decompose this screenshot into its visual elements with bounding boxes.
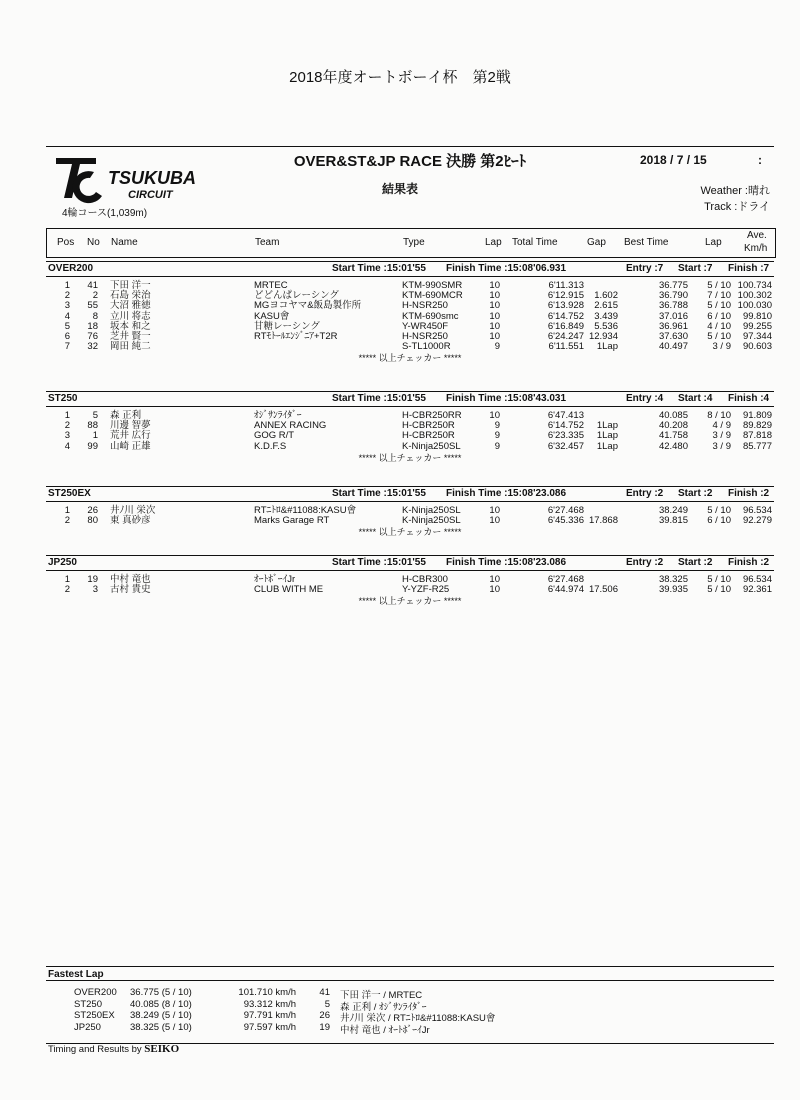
class-name: OVER200 xyxy=(48,263,94,274)
cell-team: ANNEX RACING xyxy=(254,420,327,432)
time-colon: : xyxy=(758,153,762,167)
finish-count: Finish :7 xyxy=(728,263,770,274)
cell-team: MRTEC xyxy=(254,280,288,291)
checker-note: ***** 以上チェッカー ***** xyxy=(358,527,462,538)
finish-count: Finish :2 xyxy=(728,488,770,499)
cell-name: 中村 竜也 xyxy=(110,574,151,585)
fl-rider-team: 森 正利 / ｵｼﾞｻﾝﾗｲﾀﾞｰ xyxy=(340,1001,427,1013)
cell-best-lap: 3 / 9 xyxy=(712,440,731,452)
cell-best-time: 36.775 xyxy=(658,280,688,291)
cell-total-time: 6'13.928 xyxy=(547,300,584,312)
cell-pos: 7 xyxy=(64,341,70,353)
fl-time: 36.775 (5 / 10) xyxy=(130,987,192,998)
cell-gap: 1Lap xyxy=(596,440,618,452)
cell-type: H-CBR250RR xyxy=(402,410,462,421)
cell-team: 甘糖レーシング xyxy=(254,320,320,332)
cell-type: K-Ninja250SL xyxy=(402,505,461,516)
cell-avg-speed: 100.734 xyxy=(737,280,772,291)
cell-type: H-CBR250R xyxy=(402,420,455,432)
fl-speed: 93.312 km/h xyxy=(243,998,296,1010)
fl-class: ST250EX xyxy=(74,1010,115,1021)
start-time: Start Time :15:01'55 xyxy=(332,263,426,274)
tsukuba-circuit-logo xyxy=(50,152,220,204)
cell-no: 41 xyxy=(87,280,98,291)
fastest-lap-row xyxy=(46,987,774,1001)
cell-team: ｵｰﾄﾎﾞｰｲJr xyxy=(254,574,296,585)
col-pos: Pos xyxy=(57,237,75,248)
class-name: ST250EX xyxy=(48,488,91,499)
class-name: JP250 xyxy=(48,557,77,568)
cell-best-time: 41.758 xyxy=(658,430,688,442)
cell-name: 井ﾉ川 栄次 xyxy=(110,505,156,516)
section-st250 xyxy=(46,391,774,464)
cell-gap: 1.602 xyxy=(594,290,618,302)
cell-team: K.D.F.S xyxy=(254,440,287,452)
cell-team: RTﾓﾄｰﾙｴﾝｼﾞﾆｱ+T2R xyxy=(254,330,338,342)
fl-class: ST250 xyxy=(74,998,102,1010)
cell-best-time: 37.630 xyxy=(658,330,688,342)
finish-time: Finish Time :15:08'06.931 xyxy=(446,263,567,274)
cell-pos: 1 xyxy=(64,410,70,421)
logo-circuit-text: CIRCUIT xyxy=(128,189,173,201)
finish-time: Finish Time :15:08'23.086 xyxy=(446,557,567,568)
cell-pos: 2 xyxy=(64,420,70,432)
cell-name: 立川 将志 xyxy=(110,310,151,322)
cell-lap: 9 xyxy=(494,420,500,432)
cell-type: H-NSR250 xyxy=(402,330,448,342)
section-header xyxy=(46,261,774,277)
cell-best-lap: 5 / 10 xyxy=(707,574,731,585)
col-ave: Ave. xyxy=(747,230,767,241)
header-rule xyxy=(46,146,774,147)
cell-best-time: 40.085 xyxy=(658,410,688,421)
entry-count: Entry :2 xyxy=(626,557,664,568)
cell-total-time: 6'45.336 xyxy=(547,515,584,527)
finish-count: Finish :4 xyxy=(728,393,770,404)
cell-best-time: 36.788 xyxy=(658,300,688,312)
cell-avg-speed: 87.818 xyxy=(742,430,772,442)
cell-gap: 17.868 xyxy=(588,515,618,527)
cell-lap: 10 xyxy=(489,310,500,322)
cell-avg-speed: 89.829 xyxy=(742,420,772,432)
fl-speed: 101.710 km/h xyxy=(238,987,296,998)
cell-total-time: 6'12.915 xyxy=(547,290,584,302)
cell-best-time: 40.497 xyxy=(658,341,688,353)
cell-no: 26 xyxy=(87,505,98,516)
cell-lap: 10 xyxy=(489,584,500,596)
fl-class: OVER200 xyxy=(74,987,117,998)
cell-name: 川邊 智夢 xyxy=(110,420,151,432)
cell-lap: 10 xyxy=(489,290,500,302)
cell-pos: 3 xyxy=(64,300,70,312)
start-time: Start Time :15:01'55 xyxy=(332,488,426,499)
cell-team: KASU會 xyxy=(254,310,290,322)
cell-gap: 3.439 xyxy=(594,310,618,322)
cell-lap: 9 xyxy=(494,430,500,442)
race-date: 2018 / 7 / 15 xyxy=(640,153,707,167)
cell-avg-speed: 90.603 xyxy=(742,341,772,353)
fl-speed: 97.791 km/h xyxy=(243,1010,296,1021)
cell-avg-speed: 92.279 xyxy=(742,515,772,527)
section-header xyxy=(46,486,774,502)
section-over200 xyxy=(46,261,774,364)
finish-time: Finish Time :15:08'23.086 xyxy=(446,488,567,499)
cell-best-time: 39.935 xyxy=(658,584,688,596)
cell-pos: 2 xyxy=(64,584,70,596)
cell-pos: 1 xyxy=(64,574,70,585)
cell-best-lap: 8 / 10 xyxy=(707,410,731,421)
cell-team: CLUB WITH ME xyxy=(254,584,324,596)
cell-total-time: 6'11.313 xyxy=(548,280,584,291)
cell-type: K-Ninja250SL xyxy=(402,440,461,452)
cell-best-lap: 5 / 10 xyxy=(707,280,731,291)
tc-logo-icon xyxy=(50,152,220,204)
cell-total-time: 6'32.457 xyxy=(547,440,584,452)
cell-type: KTM-690MCR xyxy=(402,290,463,302)
fl-no: 41 xyxy=(319,987,330,998)
cell-type: K-Ninja250SL xyxy=(402,515,461,527)
cell-team: GOG R/T xyxy=(254,430,295,442)
cell-best-lap: 3 / 9 xyxy=(712,430,731,442)
finish-count: Finish :2 xyxy=(728,557,770,568)
cell-no: 88 xyxy=(87,420,98,432)
cell-gap: 1Lap xyxy=(596,430,618,442)
cell-total-time: 6'11.551 xyxy=(548,341,584,353)
cell-no: 32 xyxy=(87,341,98,353)
checker-note: ***** 以上チェッカー ***** xyxy=(358,596,462,607)
cell-avg-speed: 99.810 xyxy=(742,310,772,322)
cell-avg-speed: 91.809 xyxy=(742,410,772,421)
cell-name: 石島 栄治 xyxy=(110,290,151,302)
col-lap: Lap xyxy=(485,237,502,248)
cell-pos: 1 xyxy=(64,280,70,291)
cell-no: 2 xyxy=(92,290,98,302)
cell-best-lap: 6 / 10 xyxy=(707,515,731,527)
cell-pos: 6 xyxy=(64,330,70,342)
cell-best-time: 38.249 xyxy=(658,505,688,516)
fl-rider-team: 井ﾉ川 栄次 / RTﾆﾄﾛ&#11088:KASU會 xyxy=(340,1013,496,1024)
cell-gap: 17.506 xyxy=(588,584,618,596)
col-gap: Gap xyxy=(587,237,606,248)
cell-type: H-CBR250R xyxy=(402,430,455,442)
cell-name: 東 真砂彦 xyxy=(110,515,151,527)
col-best-time: Best Time xyxy=(624,237,669,248)
cell-best-lap: 5 / 10 xyxy=(707,330,731,342)
cell-team: Marks Garage RT xyxy=(254,515,330,527)
cell-name: 山崎 正雄 xyxy=(110,440,151,452)
fl-rider-team: 中村 竜也 / ｵｰﾄﾎﾞｰｲJr xyxy=(340,1024,430,1036)
cell-avg-speed: 99.255 xyxy=(742,320,772,332)
cell-no: 8 xyxy=(92,310,98,322)
cell-type: S-TL1000R xyxy=(402,341,451,353)
cell-best-lap: 5 / 10 xyxy=(707,300,731,312)
cell-total-time: 6'16.849 xyxy=(547,320,584,332)
cell-lap: 10 xyxy=(489,574,500,585)
cell-no: 76 xyxy=(87,330,98,342)
cell-pos: 4 xyxy=(64,440,70,452)
cell-avg-speed: 100.302 xyxy=(737,290,772,302)
table-row xyxy=(46,516,774,526)
fl-rider-team: 下田 洋一 / MRTEC xyxy=(340,990,423,1001)
table-row xyxy=(46,442,774,452)
cell-gap: 1Lap xyxy=(596,420,618,432)
cell-best-lap: 7 / 10 xyxy=(707,290,731,302)
document-title: 2018年度オートボーイ杯 第2戦 xyxy=(289,69,511,86)
seiko-logo: SEIKO xyxy=(144,1043,180,1055)
cell-name: 森 正利 xyxy=(110,410,142,421)
fl-no: 5 xyxy=(324,998,330,1010)
fastest-lap-row xyxy=(46,1010,774,1024)
cell-name: 大沼 雅徳 xyxy=(110,300,151,312)
cell-team: RTﾆﾄﾛ&#11088:KASU會 xyxy=(254,505,357,516)
col-name: Name xyxy=(111,237,138,248)
cell-type: H-NSR250 xyxy=(402,300,448,312)
fastest-lap-header xyxy=(46,967,774,981)
entry-count: Entry :4 xyxy=(626,393,664,404)
cell-avg-speed: 96.534 xyxy=(742,505,772,516)
cell-no: 80 xyxy=(87,515,98,527)
cell-best-time: 39.815 xyxy=(658,515,688,527)
fastest-lap-box xyxy=(46,966,774,1044)
cell-best-time: 38.325 xyxy=(658,574,688,585)
cell-total-time: 6'47.413 xyxy=(547,410,584,421)
cell-no: 18 xyxy=(87,320,98,332)
cell-name: 芝井 賢一 xyxy=(110,330,151,342)
fastest-lap-title: Fastest Lap xyxy=(48,969,104,980)
fastest-lap-row xyxy=(46,998,774,1013)
start-count: Start :2 xyxy=(678,557,713,568)
cell-best-lap: 5 / 10 xyxy=(707,505,731,516)
cell-pos: 3 xyxy=(64,430,70,442)
entry-count: Entry :7 xyxy=(626,263,664,274)
entry-count: Entry :2 xyxy=(626,488,664,499)
cell-best-lap: 3 / 9 xyxy=(712,341,731,353)
col-total-time: Total Time xyxy=(512,237,558,248)
table-row xyxy=(46,342,774,352)
cell-total-time: 6'23.335 xyxy=(547,430,584,442)
cell-lap: 10 xyxy=(489,515,500,527)
column-header-row xyxy=(46,228,776,258)
cell-type: Y-WR450F xyxy=(402,320,449,332)
cell-lap: 9 xyxy=(494,341,500,353)
cell-best-lap: 4 / 9 xyxy=(712,420,731,432)
cell-best-time: 37.016 xyxy=(658,310,688,322)
cell-type: Y-YZF-R25 xyxy=(402,584,450,596)
col-best-lap: Lap xyxy=(705,237,722,248)
cell-lap: 10 xyxy=(489,410,500,421)
cell-lap: 9 xyxy=(494,440,500,452)
cell-pos: 2 xyxy=(64,515,70,527)
table-row xyxy=(46,585,774,595)
track-condition: Track :ドライ xyxy=(704,201,770,213)
cell-avg-speed: 100.030 xyxy=(737,300,772,312)
fl-time: 40.085 (8 / 10) xyxy=(130,998,192,1010)
fl-time: 38.249 (5 / 10) xyxy=(130,1010,192,1021)
section-st250ex xyxy=(46,486,774,538)
cell-best-time: 36.790 xyxy=(658,290,688,302)
cell-type: KTM-990SMR xyxy=(402,280,463,291)
start-time: Start Time :15:01'55 xyxy=(332,557,426,568)
cell-name: 岡田 純二 xyxy=(110,341,151,353)
cell-pos: 4 xyxy=(64,310,70,322)
cell-team: どどんぱレーシング xyxy=(254,290,339,302)
start-count: Start :4 xyxy=(678,393,713,404)
checker-note: ***** 以上チェッカー ***** xyxy=(358,353,462,364)
cell-total-time: 6'14.752 xyxy=(547,420,584,432)
cell-best-time: 42.480 xyxy=(658,440,688,452)
cell-avg-speed: 92.361 xyxy=(742,584,772,596)
cell-lap: 10 xyxy=(489,300,500,312)
cell-best-time: 36.961 xyxy=(658,320,688,332)
finish-time: Finish Time :15:08'43.031 xyxy=(446,393,567,404)
cell-gap: 5.536 xyxy=(594,320,618,332)
class-name: ST250 xyxy=(48,393,78,404)
cell-type: KTM-690smc xyxy=(402,310,459,322)
cell-no: 19 xyxy=(87,574,98,585)
col-type: Type xyxy=(403,237,425,248)
fastest-lap-row xyxy=(46,1021,774,1036)
cell-team: MGヨコヤマ&飯島製作所 xyxy=(254,300,362,312)
cell-name: 古村 貴史 xyxy=(110,584,151,596)
cell-no: 1 xyxy=(92,430,98,442)
cell-no: 99 xyxy=(87,440,98,452)
cell-no: 3 xyxy=(92,584,98,596)
cell-total-time: 6'27.468 xyxy=(547,505,584,516)
cell-best-lap: 4 / 10 xyxy=(707,320,731,332)
cell-total-time: 6'24.247 xyxy=(547,330,584,342)
cell-avg-speed: 96.534 xyxy=(742,574,772,585)
cell-avg-speed: 97.344 xyxy=(742,330,772,342)
col-team: Team xyxy=(255,237,280,248)
course-label: 4輪コース(1,039m) xyxy=(62,208,148,219)
cell-best-lap: 5 / 10 xyxy=(707,584,731,596)
cell-no: 5 xyxy=(92,410,98,421)
race-title: OVER&ST&JP RACE 決勝 第2ﾋｰﾄ xyxy=(293,153,527,170)
cell-lap: 10 xyxy=(489,320,500,332)
cell-lap: 10 xyxy=(489,505,500,516)
section-jp250 xyxy=(46,555,774,607)
cell-pos: 2 xyxy=(64,290,70,302)
cell-best-lap: 6 / 10 xyxy=(707,310,731,322)
cell-name: 坂本 和之 xyxy=(110,320,151,332)
cell-pos: 5 xyxy=(64,320,70,332)
start-count: Start :2 xyxy=(678,488,713,499)
col-kmh: Km/h xyxy=(744,243,768,254)
fl-class: JP250 xyxy=(74,1021,101,1033)
cell-name: 荒井 広行 xyxy=(110,430,151,442)
weather-label: Weather :晴れ xyxy=(700,185,770,197)
fl-speed: 97.597 km/h xyxy=(243,1021,296,1033)
start-time: Start Time :15:01'55 xyxy=(332,393,426,404)
cell-lap: 10 xyxy=(489,330,500,342)
cell-total-time: 6'14.752 xyxy=(547,310,584,322)
checker-note: ***** 以上チェッカー ***** xyxy=(358,452,462,463)
cell-gap: 2.615 xyxy=(594,300,618,312)
cell-gap: 1Lap xyxy=(596,341,618,353)
cell-no: 55 xyxy=(87,300,98,312)
fl-time: 38.325 (5 / 10) xyxy=(130,1021,192,1033)
timing-label: Timing and Results by xyxy=(48,1044,142,1055)
results-subtitle: 結果表 xyxy=(381,182,418,196)
logo-tsukuba-text: TSUKUBA xyxy=(108,168,196,188)
fl-no: 19 xyxy=(319,1021,330,1033)
cell-gap: 12.934 xyxy=(588,330,618,342)
cell-name: 下田 洋一 xyxy=(110,280,151,291)
timing-credit xyxy=(48,1043,179,1055)
section-header xyxy=(46,555,774,571)
cell-team: ｵｼﾞｻﾝﾗｲﾀﾞｰ xyxy=(254,410,302,421)
cell-lap: 10 xyxy=(489,280,500,291)
cell-pos: 1 xyxy=(64,505,70,516)
cell-avg-speed: 85.777 xyxy=(742,440,772,452)
start-count: Start :7 xyxy=(678,263,713,274)
cell-best-time: 40.208 xyxy=(658,420,688,432)
fl-no: 26 xyxy=(319,1010,330,1021)
cell-type: H-CBR300 xyxy=(402,574,448,585)
section-header xyxy=(46,391,774,407)
cell-total-time: 6'44.974 xyxy=(547,584,584,596)
cell-total-time: 6'27.468 xyxy=(547,574,584,585)
col-no: No xyxy=(87,237,100,248)
